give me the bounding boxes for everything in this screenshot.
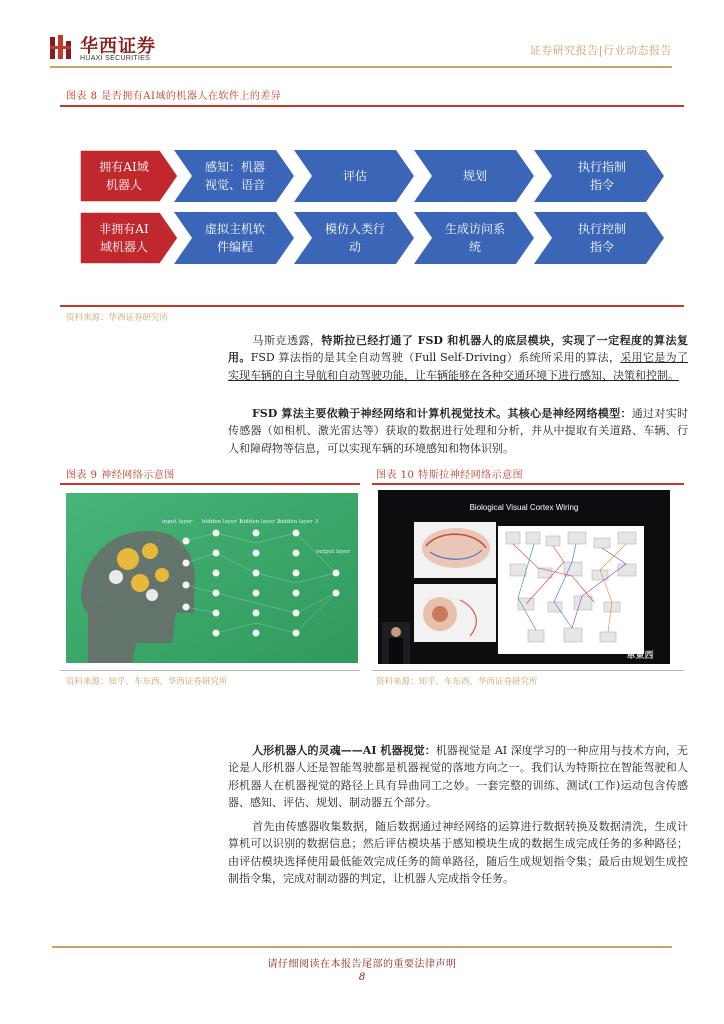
report-type-label: 证券研究报告|行业动态报告 (529, 44, 672, 57)
chevron-ai-robot: 拥有AI域 机器人 (99, 160, 149, 192)
nn-hidden2-label: hidden layer 2 (240, 519, 281, 525)
para1-lead: 马斯克透露， (252, 334, 322, 347)
para1-text: FSD 算法指的是其全自动驾驶（Full Self-Driving）系统所采用的算法， (250, 351, 621, 365)
para2-bold: FSD 算法主要依赖于神经网络和计算机视觉技术。其核心是神经网络模型： (252, 407, 632, 420)
figure-10-bottom-rule (372, 670, 684, 671)
nn-output-label: output layer (316, 549, 351, 555)
chevron-execute-control: 执行控制 指令 (577, 222, 626, 254)
chevron-planning: 规划 (462, 169, 487, 183)
tesla-network-image (378, 490, 670, 664)
chevron-execute-command: 执行指制 指令 (577, 160, 626, 192)
figure-8-row-non-ai (80, 212, 670, 264)
footer-divider (52, 946, 672, 948)
logo-chinese-name: 华西证券 (80, 36, 156, 57)
neural-network-image (66, 493, 358, 663)
chevron-generate-access: 生成访问系 统 (444, 222, 505, 254)
nn-hidden1-label: hidden layer 1 (202, 519, 243, 525)
figure-10-title: 图表 10 特斯拉神经网络示意图 (376, 470, 524, 481)
paragraph-ai-vision (228, 742, 688, 811)
nn-input-label: input layer (162, 519, 193, 525)
page-header (0, 0, 724, 70)
nn-hidden3-label: hidden layer 3 (278, 519, 319, 525)
figure-10-source: 资料来源：知乎，车东西，华西证券研究所 (376, 677, 538, 687)
figure-8-top-rule (60, 105, 684, 107)
huaxi-logo-icon (50, 35, 72, 59)
figure-9-bottom-rule (60, 670, 360, 671)
figure-8-source: 资料来源：华西证券研究所 (66, 313, 169, 323)
neural-network-illustration (66, 493, 358, 663)
figure-9-title: 图表 9 神经网络示意图 (66, 470, 175, 481)
para3-bold: 人形机器人的灵魂——AI 机器视觉： (252, 744, 436, 757)
slide-title: Biological Visual Cortex Wiring (469, 503, 579, 512)
para1-underlined: 采用它是为了实现车辆的自主导航和自动驾驶功能，让车辆能够在各种交通环境下进行感知、决策和控制。 (228, 351, 689, 382)
chevron-non-ai-robot: 非拥有AI 域机器人 (99, 222, 149, 254)
figure-8-title: 图表 8 是否拥有AI域的机器人在软件上的差异 (66, 91, 282, 102)
figure-10-top-rule (372, 483, 684, 485)
legal-notice: 请仔细阅读在本报告尾部的重要法律声明 (267, 959, 457, 970)
logo-english-name: HUAXI SECURITIES (80, 55, 151, 62)
chevron-perception: 感知：机器 视觉、语音 (204, 160, 265, 192)
figure-8-bottom-rule (60, 305, 684, 307)
chevron-evaluation: 评估 (342, 169, 367, 183)
chevron-virtual-host: 虚拟主机软 件编程 (204, 222, 265, 254)
page-number: 8 (358, 972, 366, 983)
header-divider (50, 66, 672, 68)
paragraph-pipeline (228, 818, 688, 887)
paragraph-fsd-neural (228, 405, 688, 457)
para1-bold: 特斯拉已经打通了 FSD 和机器人的底层模块，实现了一定程度的算法复用。 (228, 334, 689, 365)
para4-text: 首先由传感器收集数据，随后数据通过神经网络的运算进行数据转换及数据清洗，生成计算机可以识别的数据信息；然后评估模块基于感知模块生成的数据生成完成任务的多种路径；由评估模块选择使用最低能效完成任务的简单路径，随后生成规划指令集；最后由规划生成控制指令集，完成对制动器的判定，让机器人完成指令任务。 (228, 820, 688, 885)
chevron-imitate-human: 模仿人类行 动 (324, 222, 385, 254)
slide-watermark: 車東西 (626, 651, 654, 661)
figure-9-top-rule (60, 483, 360, 485)
para3-text: 机器视觉是 AI 深度学习的一种应用与技术方向，无论是人形机器人还是智能驾驶都是机器视觉的落地方向之一。我们认为特斯拉在智能驾驶和人形机器人在机器视觉的路径上具有异曲同工之妙。一套完整的训练、测试(工作)运动包含传感器、感知、评估、规划、制动器五个部分。 (228, 744, 688, 809)
tesla-slide-illustration (378, 490, 670, 664)
paragraph-fsd-reuse (228, 332, 688, 384)
figure-8-row-ai (80, 150, 670, 202)
para2-text: 通过对实时传感器（如相机、激光雷达等）获取的数据进行处理和分析，并从中提取有关道路、车辆、行人和障碍物等信息，可以实现车辆的环境感知和物体识别。 (228, 407, 689, 455)
figure-9-source: 资料来源：知乎，车东西，华西证券研究所 (66, 677, 228, 687)
